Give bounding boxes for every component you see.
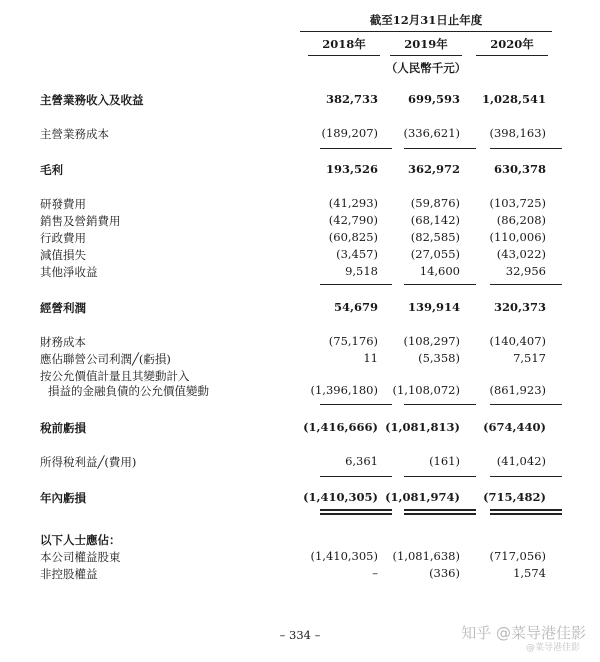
value-2020: (717,056) bbox=[489, 549, 546, 563]
table-row-attributable-heading bbox=[0, 532, 600, 548]
value-2019: (1,108,072) bbox=[392, 383, 460, 397]
table-row-share-of-associates bbox=[0, 351, 600, 367]
value-2018: (1,396,180) bbox=[310, 383, 378, 397]
value-2018: (41,293) bbox=[328, 196, 378, 210]
value-2018: (189,207) bbox=[321, 126, 378, 140]
row-label: 研發費用 bbox=[40, 197, 86, 211]
subtotal-rule bbox=[490, 148, 562, 149]
table-row-other-net-gains bbox=[0, 264, 600, 280]
value-2018: 193,526 bbox=[325, 162, 378, 176]
value-2020: (41,042) bbox=[496, 454, 546, 468]
row-label: 本公司權益股東 bbox=[40, 550, 121, 564]
table-row-fair-value-changes bbox=[0, 383, 600, 399]
value-2018: (60,825) bbox=[328, 230, 378, 244]
year-header-2020: 2020年 bbox=[476, 36, 548, 56]
value-2020: (43,022) bbox=[496, 247, 546, 261]
value-2019: (82,585) bbox=[410, 230, 460, 244]
value-2018: 11 bbox=[363, 351, 378, 365]
subtotal-rule bbox=[404, 404, 476, 405]
table-row-admin-expenses bbox=[0, 230, 600, 246]
table-row-equity-shareholders bbox=[0, 549, 600, 565]
subtotal-rule bbox=[404, 148, 476, 149]
value-2020: (398,163) bbox=[489, 126, 546, 140]
value-2018: (1,416,666) bbox=[303, 420, 378, 434]
value-2019: (1,081,638) bbox=[392, 549, 460, 563]
value-2018: (1,410,305) bbox=[310, 549, 378, 563]
subtotal-rule bbox=[404, 476, 476, 477]
value-2019: (5,358) bbox=[418, 351, 460, 365]
subtotal-rule bbox=[320, 284, 392, 285]
row-label: 減值損失 bbox=[40, 248, 86, 262]
table-row-gross-profit bbox=[0, 162, 600, 178]
row-label: 損益的金融負債的公允價值變動 bbox=[48, 384, 209, 398]
total-double-rule bbox=[320, 509, 392, 511]
row-label: 主營業務收入及收益 bbox=[40, 93, 144, 107]
value-2020: (103,725) bbox=[489, 196, 546, 210]
value-2019: (27,055) bbox=[410, 247, 460, 261]
value-2020: 32,956 bbox=[505, 264, 546, 278]
value-2020: 7,517 bbox=[513, 351, 546, 365]
value-2018: 6,361 bbox=[345, 454, 378, 468]
row-label: 以下人士應佔： bbox=[40, 533, 121, 547]
table-row-income-tax bbox=[0, 454, 600, 470]
total-double-rule bbox=[490, 509, 562, 511]
subtotal-rule bbox=[320, 404, 392, 405]
total-double-rule bbox=[404, 509, 476, 511]
row-label: 年內虧損 bbox=[40, 491, 86, 505]
value-2020: (140,407) bbox=[489, 334, 546, 348]
subtotal-rule bbox=[320, 148, 392, 149]
value-2019: 362,972 bbox=[407, 162, 460, 176]
value-2020: 320,373 bbox=[493, 300, 546, 314]
row-label: 行政費用 bbox=[40, 231, 86, 245]
value-2019: (59,876) bbox=[410, 196, 460, 210]
value-2020: 1,574 bbox=[513, 566, 546, 580]
total-double-rule bbox=[490, 513, 562, 515]
table-row-selling-expenses bbox=[0, 213, 600, 229]
value-2018: 382,733 bbox=[325, 92, 378, 106]
value-2019: (1,081,813) bbox=[385, 420, 460, 434]
unit-header: （人民幣千元） bbox=[385, 61, 467, 75]
row-label: 稅前虧損 bbox=[40, 421, 86, 435]
period-header: 截至12月31日止年度 bbox=[300, 12, 552, 32]
table-row-impairment-losses bbox=[0, 247, 600, 263]
value-2019: 14,600 bbox=[419, 264, 460, 278]
table-row-revenue bbox=[0, 92, 600, 108]
value-2020: 1,028,541 bbox=[481, 92, 546, 106]
row-label: 銷售及營銷費用 bbox=[40, 214, 121, 228]
total-double-rule bbox=[320, 513, 392, 515]
total-double-rule bbox=[404, 513, 476, 515]
value-2018: 9,518 bbox=[345, 264, 378, 278]
value-2019: (68,142) bbox=[410, 213, 460, 227]
table-row-loss-before-tax bbox=[0, 420, 600, 436]
table-row-cost-of-sales bbox=[0, 126, 600, 142]
value-2020: (86,208) bbox=[496, 213, 546, 227]
row-label: 其他淨收益 bbox=[40, 265, 98, 279]
table-row-finance-costs bbox=[0, 334, 600, 350]
value-2018: (75,176) bbox=[328, 334, 378, 348]
watermark-subtext: @菜导港佳影 bbox=[525, 643, 580, 653]
row-label: 財務成本 bbox=[40, 335, 86, 349]
row-label: 毛利 bbox=[40, 163, 63, 177]
row-label: 所得稅利益╱(費用) bbox=[40, 455, 137, 469]
table-row-loss-for-year bbox=[0, 490, 600, 506]
subtotal-rule bbox=[490, 404, 562, 405]
value-2019: (336,621) bbox=[403, 126, 460, 140]
value-2019: 699,593 bbox=[407, 92, 460, 106]
value-2020: (110,006) bbox=[489, 230, 546, 244]
value-2018: (42,790) bbox=[328, 213, 378, 227]
row-label: 應佔聯營公司利潤╱(虧損) bbox=[40, 352, 171, 366]
page-number: – 334 – bbox=[279, 628, 321, 642]
value-2019: (1,081,974) bbox=[385, 490, 460, 504]
table-row-non-controlling-interests bbox=[0, 566, 600, 582]
value-2018: – bbox=[372, 566, 378, 580]
year-header-2019: 2019年 bbox=[390, 36, 462, 56]
value-2019: 139,914 bbox=[407, 300, 460, 314]
row-label: 按公允價值計量且其變動計入 bbox=[40, 369, 190, 383]
table-row-rnd-expenses bbox=[0, 196, 600, 212]
watermark bbox=[461, 622, 586, 653]
table-row-operating-profit bbox=[0, 300, 600, 316]
value-2019: (108,297) bbox=[403, 334, 460, 348]
subtotal-rule bbox=[404, 284, 476, 285]
value-2018: (3,457) bbox=[336, 247, 378, 261]
row-label: 主營業務成本 bbox=[40, 127, 109, 141]
value-2018: 54,679 bbox=[333, 300, 378, 314]
value-2020: 630,378 bbox=[493, 162, 546, 176]
row-label: 經營利潤 bbox=[40, 301, 86, 315]
subtotal-rule bbox=[490, 284, 562, 285]
year-header-2018: 2018年 bbox=[308, 36, 380, 56]
value-2020: (715,482) bbox=[483, 490, 546, 504]
value-2020: (674,440) bbox=[483, 420, 546, 434]
value-2020: (861,923) bbox=[489, 383, 546, 397]
table-row-fair-value-label-line1 bbox=[0, 368, 600, 384]
watermark-text: 知乎 @菜导港佳影 bbox=[461, 624, 586, 642]
value-2018: (1,410,305) bbox=[303, 490, 378, 504]
subtotal-rule bbox=[490, 476, 562, 477]
row-label: 非控股權益 bbox=[40, 567, 98, 581]
value-2019: (336) bbox=[429, 566, 460, 580]
subtotal-rule bbox=[320, 476, 392, 477]
value-2019: (161) bbox=[429, 454, 460, 468]
